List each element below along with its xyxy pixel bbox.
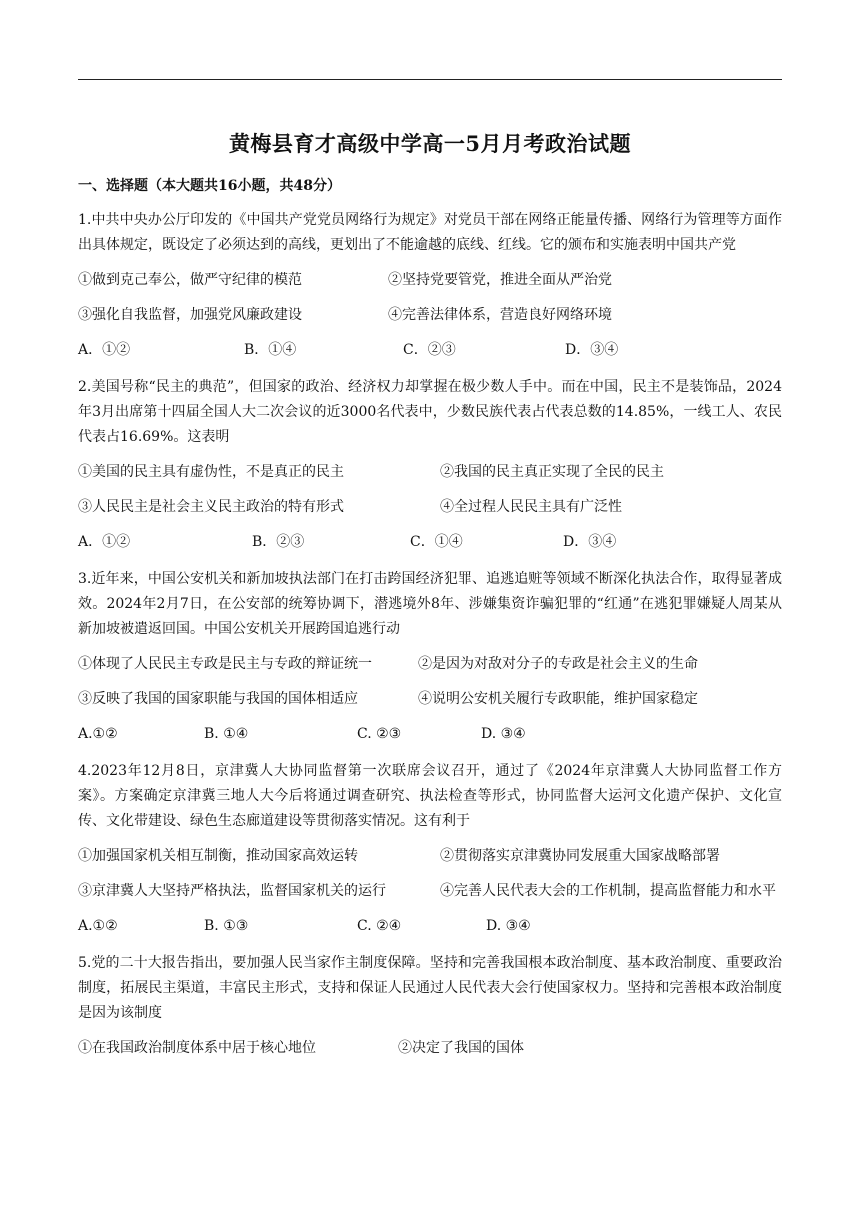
option-2: ②我国的民主真正实现了全民的民主 [440, 464, 664, 480]
exam-title: 黄梅县育才高级中学高一5月月考政治试题 [228, 131, 632, 156]
answer-a[interactable]: A.①② [78, 918, 118, 934]
option-1: ①加强国家机关相互制衡，推动国家高效运转 [78, 848, 358, 864]
option-row [78, 1036, 782, 1061]
option-row [78, 652, 782, 677]
option-row [78, 495, 782, 520]
option-1: ①体现了人民民主专政是民主与专政的辩证统一 [78, 656, 372, 672]
answer-a[interactable]: A.①② [78, 726, 118, 742]
answer-b[interactable]: B. ①③ [204, 918, 249, 934]
section-heading: 一、选择题（本大题共16小题，共48分） [78, 178, 341, 194]
option-row [78, 844, 782, 869]
option-row [78, 460, 782, 485]
answer-b[interactable]: B．①④ [244, 342, 297, 358]
question-stem: 1.中共中央办公厅印发的《中国共产党党员网络行为规定》对党员干部在网络正能量传播、网络行为管理等方面作出具体规定，既设定了必须达到的高线，更划出了不能逾越的底线、红线。它的颁布和实施表明中国共产党 [78, 212, 782, 253]
answer-d[interactable]: D. ③④ [481, 726, 526, 742]
option-2: ②决定了我国的国体 [398, 1040, 524, 1056]
option-3: ③人民民主是社会主义民主政治的特有形式 [78, 499, 344, 515]
option-1: ①美国的民主具有虚伪性，不是真正的民主 [78, 464, 344, 480]
answer-a[interactable]: A．①② [78, 534, 131, 550]
exam-page [78, 126, 782, 1071]
answer-c[interactable]: C．②③ [403, 342, 456, 358]
question-1 [78, 208, 782, 363]
answer-d[interactable]: D．③④ [563, 534, 617, 550]
question-stem: 2.美国号称“民主的典范”，但国家的政治、经济权力却掌握在极少数人手中。而在中国，民主不是装饰品，2024年3月出席第十四届全国人大二次会议的近3000名代表中，少数民族代表占代表总数的14.85%，一线工人、农民代表占16.69%。这表明 [78, 379, 782, 445]
option-3: ③京津冀人大坚持严格执法，监督国家机关的运行 [78, 883, 386, 899]
option-row [78, 268, 782, 293]
question-stem: 5.党的二十大报告指出，要加强人民当家作主制度保障。坚持和完善我国根本政治制度、基本政治制度、重要政治制度，拓展民主渠道，丰富民主形式，支持和保证人民通过人民代表大会行使国家权力。坚持和完善根本政治制度是因为该制度 [78, 955, 782, 1021]
option-1: ①在我国政治制度体系中居于核心地位 [78, 1040, 316, 1056]
answer-d[interactable]: D. ③④ [486, 918, 531, 934]
answer-a[interactable]: A．①② [78, 342, 131, 358]
option-row [78, 879, 782, 904]
option-4: ④说明公安机关履行专政职能，维护国家稳定 [418, 691, 698, 707]
answer-b[interactable]: B．②③ [252, 534, 305, 550]
question-5 [78, 951, 782, 1061]
question-2 [78, 375, 782, 555]
option-3: ③强化自我监督，加强党风廉政建设 [78, 307, 302, 323]
option-4: ④完善法律体系，营造良好网络环境 [388, 307, 612, 323]
option-3: ③反映了我国的国家职能与我国的国体相适应 [78, 691, 358, 707]
answer-c[interactable]: C. ②④ [357, 918, 402, 934]
answer-choices [78, 722, 782, 747]
question-3 [78, 567, 782, 747]
option-4: ④全过程人民民主具有广泛性 [440, 499, 622, 515]
question-stem: 3.近年来，中国公安机关和新加坡执法部门在打击跨国经济犯罪、追逃追赃等领域不断深化执法合作，取得显著成效。2024年2月7日，在公安部的统筹协调下，潜逃境外8年、涉嫌集资诈骗犯罪的“红通”在逃犯罪嫌疑人周某从新加坡被遣返回国。中国公安机关开展跨国追逃行动 [78, 571, 782, 637]
answer-choices [78, 914, 782, 939]
option-row [78, 687, 782, 712]
option-2: ②贯彻落实京津冀协同发展重大国家战略部署 [440, 848, 720, 864]
question-stem: 4.2023年12月8日，京津冀人大协同监督第一次联席会议召开，通过了《2024年京津冀人大协同监督工作方案》。方案确定京津冀三地人大今后将通过调查研究、执法检查等形式，协同监督大运河文化遗产保护、文化宣传、文化带建设、绿色生态廊道建设等贯彻落实情况。这有利于 [78, 763, 782, 829]
answer-choices [78, 530, 782, 555]
answer-d[interactable]: D．③④ [565, 342, 619, 358]
header-rule [78, 79, 782, 80]
answer-c[interactable]: C．①④ [410, 534, 463, 550]
question-4 [78, 759, 782, 939]
option-1: ①做到克己奉公，做严守纪律的模范 [78, 272, 302, 288]
answer-b[interactable]: B. ①④ [204, 726, 249, 742]
option-4: ④完善人民代表大会的工作机制，提高监督能力和水平 [440, 883, 776, 899]
answer-c[interactable]: C. ②③ [357, 726, 402, 742]
option-row [78, 303, 782, 328]
answer-choices [78, 338, 782, 363]
option-2: ②是因为对敌对分子的专政是社会主义的生命 [418, 656, 698, 672]
option-2: ②坚持党要管党，推进全面从严治党 [388, 272, 612, 288]
